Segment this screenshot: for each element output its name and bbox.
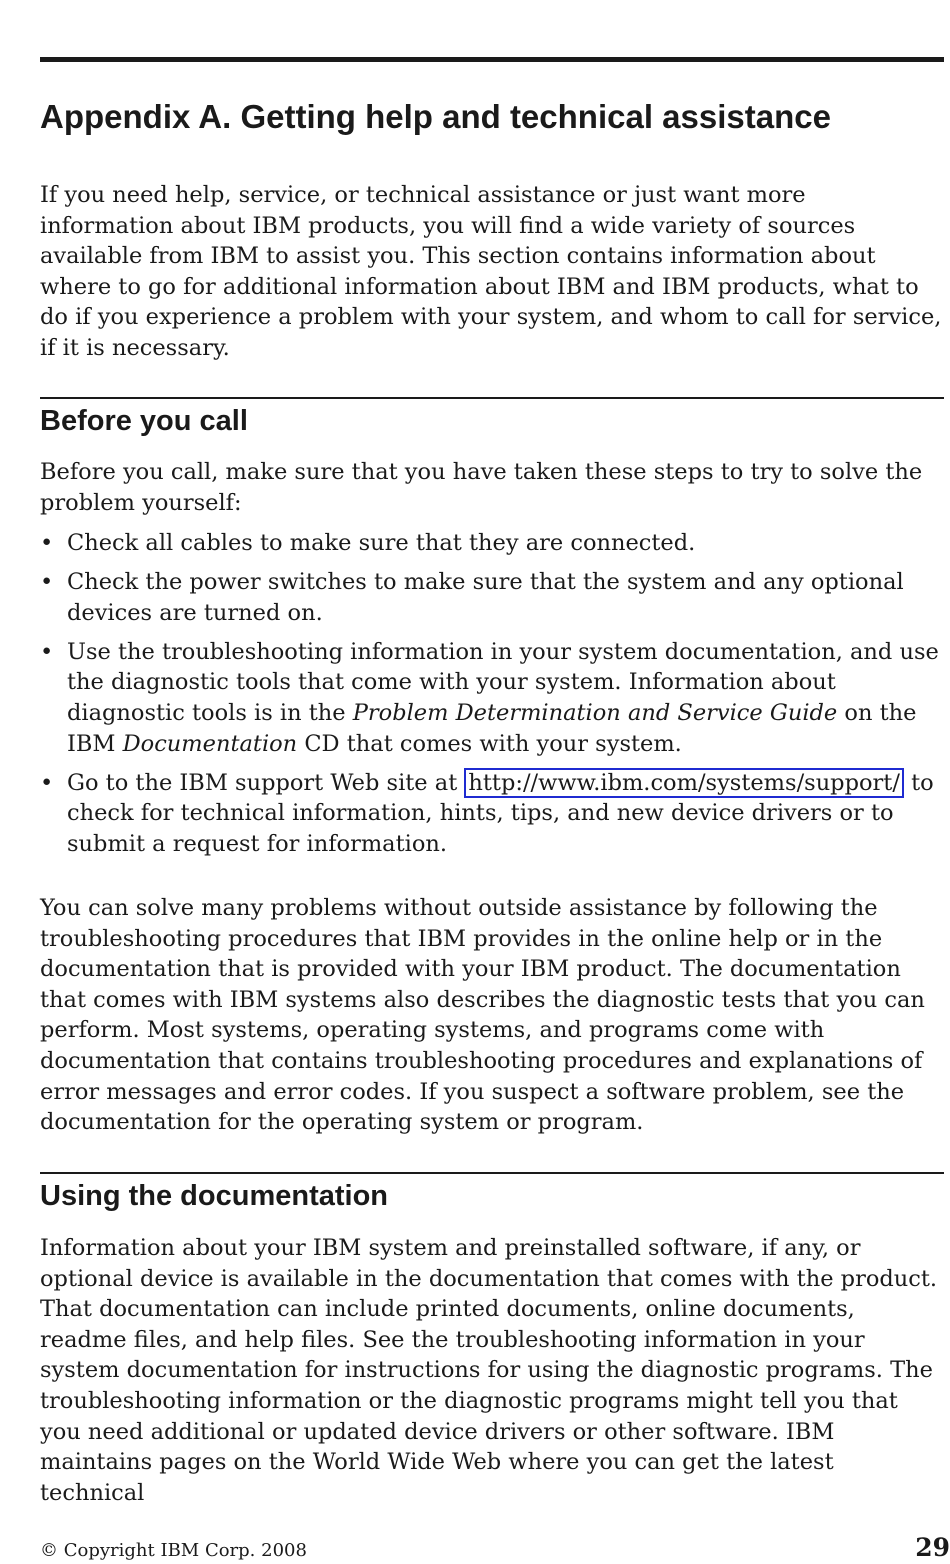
list-item-text: CD that comes with your system.	[297, 730, 682, 757]
bullet: •	[40, 638, 54, 665]
bullet: •	[40, 530, 54, 556]
list-item-text: on the IBM	[67, 699, 917, 757]
section-divider	[40, 1172, 944, 1174]
list-item-text: Check all cables to make sure that they are connected.	[67, 530, 696, 556]
before-you-call-lead: Before you call, make sure that you have taken these steps to try to solve the problem yourself:	[40, 459, 923, 516]
using-docs-paragraph: Information about your IBM system and preinstalled software, if any, or optional device is available in the documentation that comes with the product. That documentation can include printed documents, online documents, readme files, and help files. See the troubleshooting information in your system documentation for instructions for using the diagnostic programs. The troubleshooting information or the diagnostic programs might tell you that you need additional or updated device drivers or other software. IBM maintains pages on the World Wide Web where you can get the latest technical	[40, 1235, 938, 1506]
list-item-text: to check for technical information, hints, tips, and new device drivers or to submit a request for information.	[67, 769, 934, 857]
section-heading-before-you-call: Before you call	[40, 405, 248, 437]
appendix-heading: Appendix A. Getting help and technical assistance	[40, 98, 831, 135]
top-rule	[40, 57, 944, 62]
list-item-text: Use the troubleshooting information in your system documentation, and use the diagnostic tools that come with your system. Information about diagnostic tools is in the	[67, 638, 939, 726]
copyright-notice: © Copyright IBM Corp. 2008	[40, 1540, 307, 1561]
list-item	[40, 567, 944, 628]
bullet: •	[40, 569, 54, 596]
document-page	[40, 0, 950, 1564]
page-number: 29	[915, 1533, 950, 1562]
intro-paragraph: If you need help, service, or technical assistance or just want more information about IBM products, you will find a wide variety of sources available from IBM to assist you. This section contains information about where to go for additional information about IBM and IBM products, what to do if you experience a problem with your system, and whom to call for service, if it is necessary.	[40, 182, 942, 361]
list-item	[40, 637, 944, 759]
section-heading-using-documentation: Using the documentation	[40, 1180, 388, 1212]
bullet: •	[40, 769, 54, 796]
list-item-text: Check the power switches to make sure that the system and any optional devices are turned on.	[67, 569, 904, 626]
documentation-cd-title: Documentation	[122, 730, 298, 757]
list-item	[40, 528, 944, 559]
guide-title: Problem Determination and Service Guide	[352, 699, 838, 726]
steps-list	[40, 528, 944, 868]
support-site-link[interactable]: http://www.ibm.com/systems/support/	[464, 768, 904, 798]
list-item	[40, 768, 944, 860]
section-divider	[40, 397, 944, 399]
closing-paragraph: You can solve many problems without outside assistance by following the troubleshooting procedures that IBM provides in the online help or in the documentation that is provided with your IBM product. The documentation that comes with IBM systems also describes the diagnostic tests that you can perform. Most systems, operating systems, and programs come with documentation that contains troubleshooting procedures and explanations of error messages and error codes. If you suspect a software problem, see the documentation for the operating system or program.	[40, 895, 925, 1136]
list-item-text: Go to the IBM support Web site at	[67, 769, 465, 796]
